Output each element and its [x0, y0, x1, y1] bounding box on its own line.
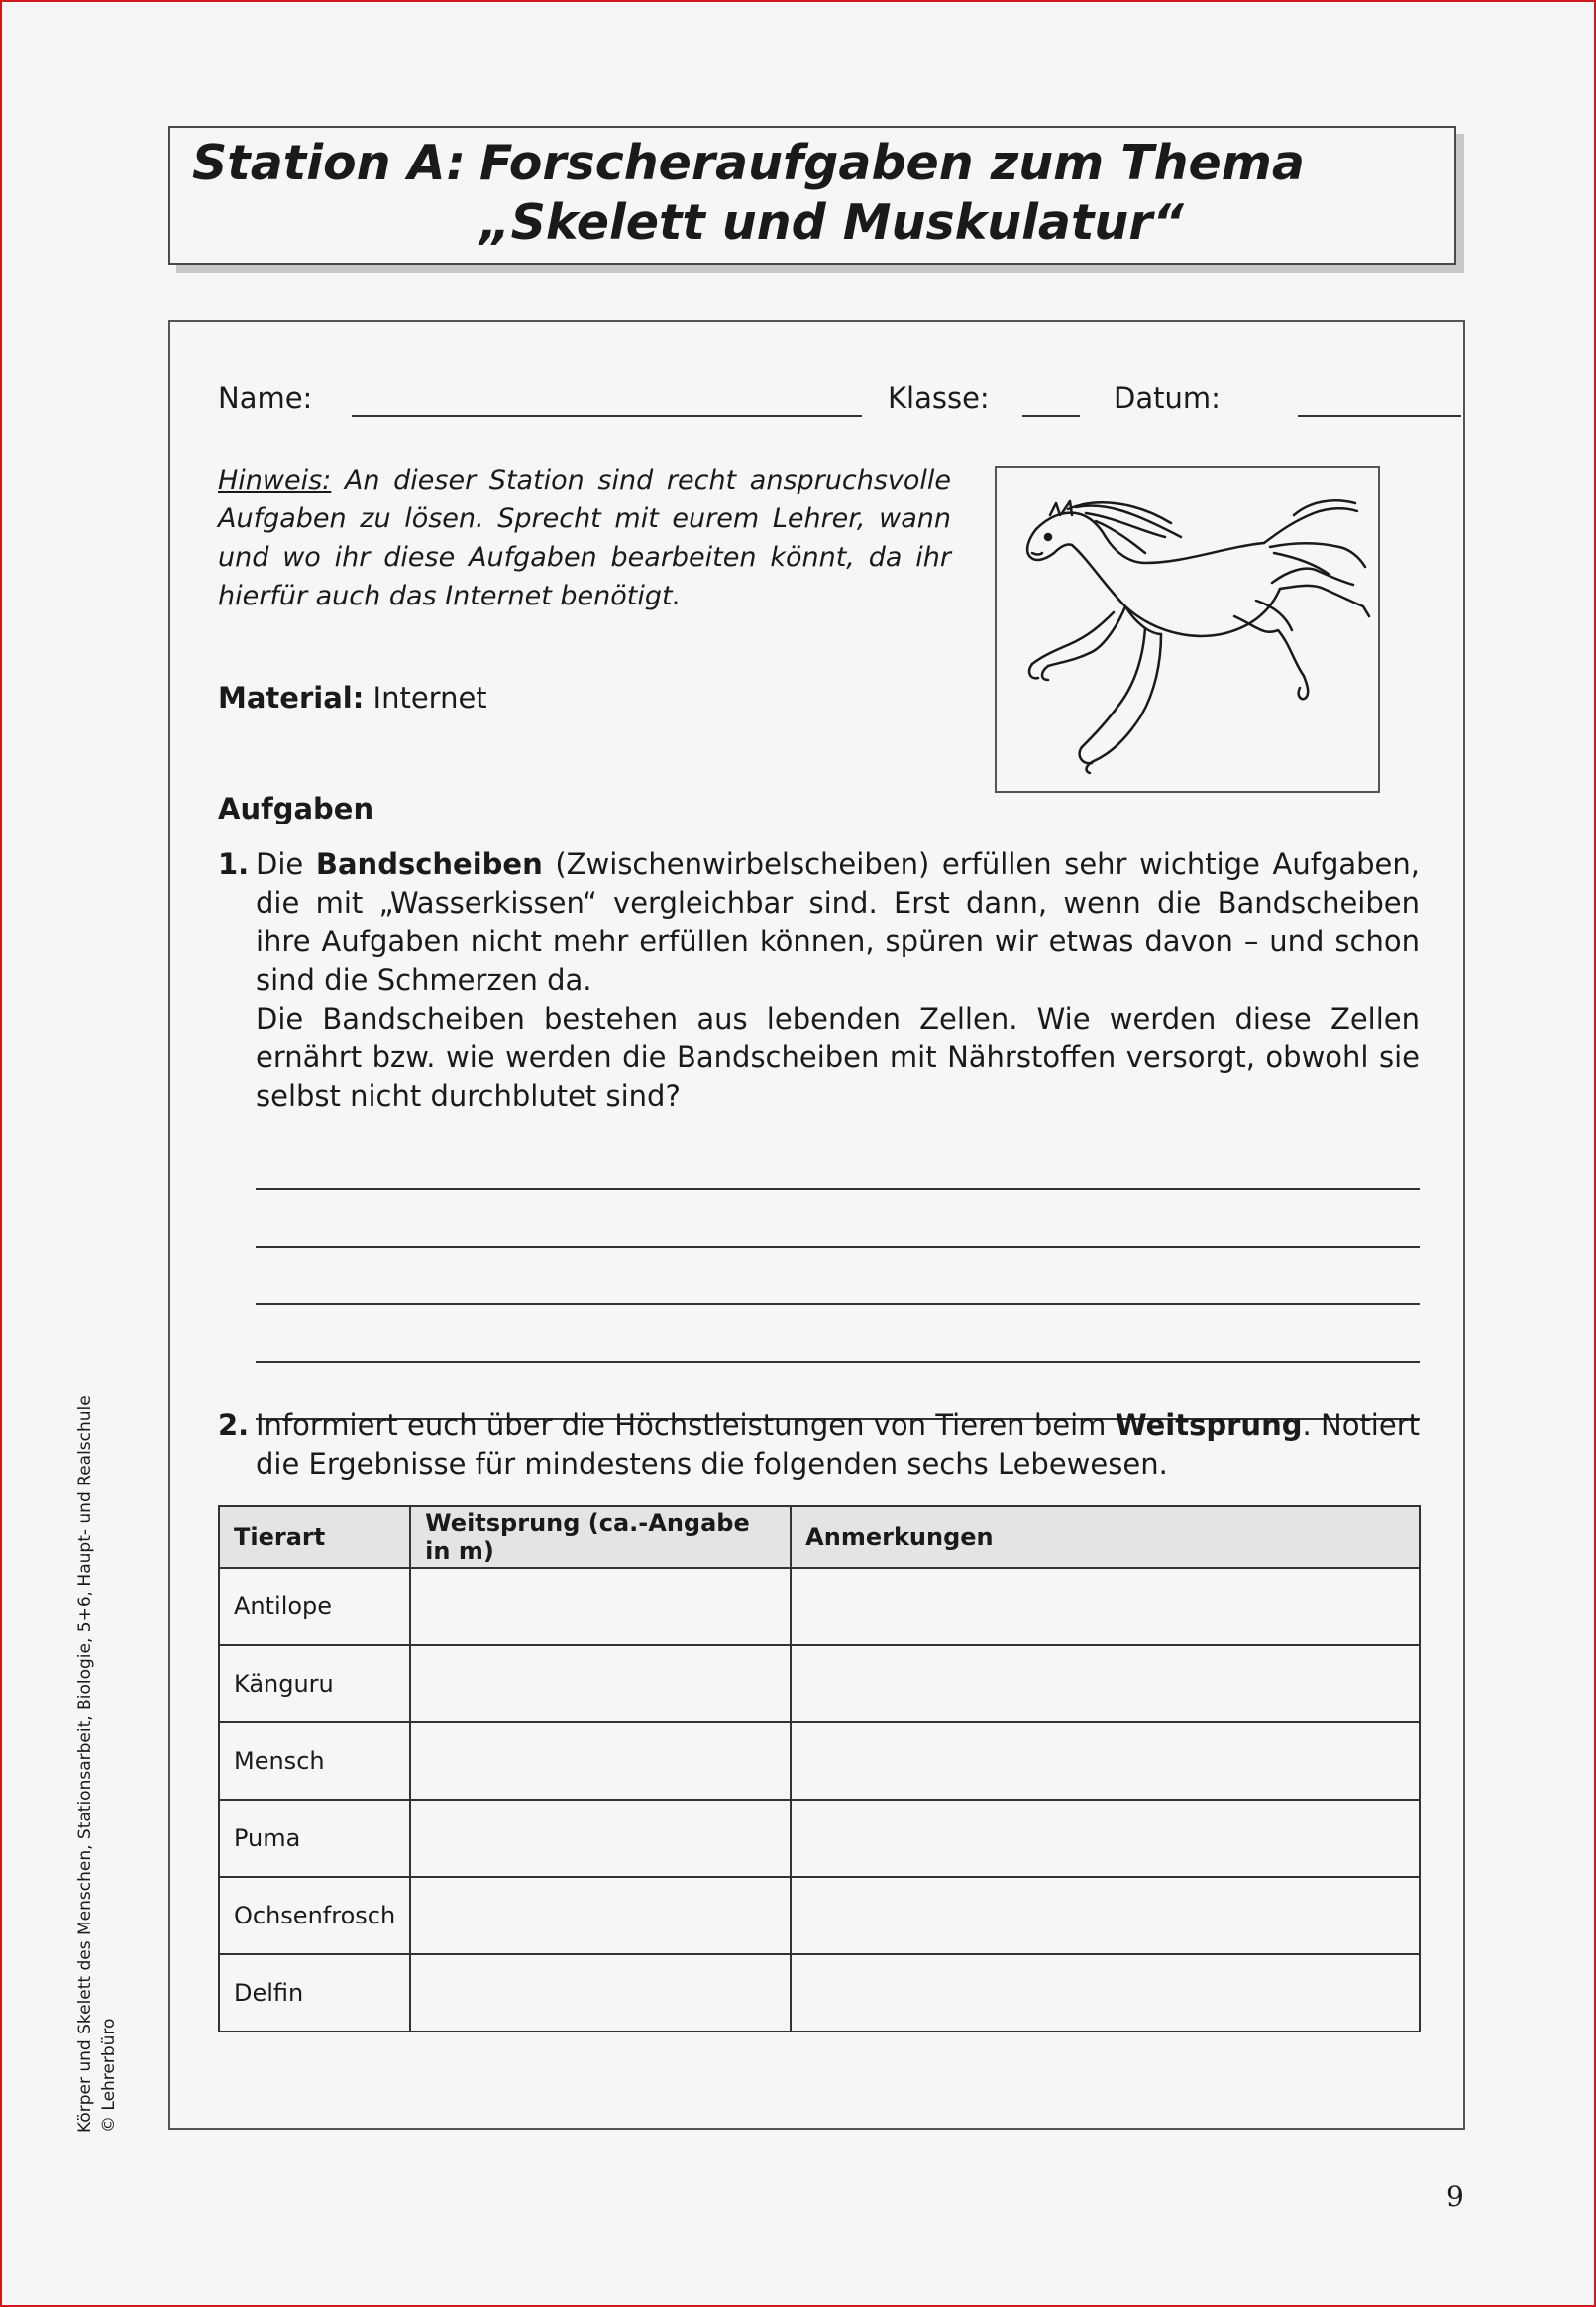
weitsprung-table — [218, 1505, 1421, 2032]
animal-cell: Delfin — [219, 1954, 410, 2032]
klasse-label: Klasse: — [888, 382, 990, 415]
datum-label: Datum: — [1114, 382, 1221, 415]
task-1 — [218, 845, 1420, 1116]
header-weitsprung: Weitsprung (ca.-Angabe in m) — [410, 1506, 791, 1568]
material-line — [218, 681, 487, 714]
jumping-horse-icon — [997, 468, 1378, 791]
answer-line[interactable] — [256, 1135, 1420, 1190]
main-content-box — [168, 320, 1465, 2130]
weitsprung-cell[interactable] — [410, 1645, 791, 1722]
anmerkungen-cell[interactable] — [791, 1568, 1420, 1645]
name-input-line[interactable] — [352, 415, 862, 417]
task-1-text-c: Die Bandscheiben bestehen aus lebenden Zellen. Wie werden diese Zellen ernährt bzw. wie werden die Bandscheiben mit Nährstoffen versorgt, obwohl sie selbst nicht durchblutet sind? — [256, 1002, 1420, 1113]
table-row — [219, 1568, 1420, 1645]
anmerkungen-cell[interactable] — [791, 1877, 1420, 1954]
page-number: 9 — [1446, 2180, 1464, 2213]
weitsprung-cell[interactable] — [410, 1954, 791, 2032]
weitsprung-cell[interactable] — [410, 1877, 791, 1954]
student-info-row — [218, 382, 1436, 421]
title-prefix: Station A: — [192, 135, 467, 191]
side-note-line-2: © Lehrerbüro — [99, 2018, 119, 2133]
datum-input-line[interactable] — [1298, 415, 1461, 417]
answer-line[interactable] — [256, 1192, 1420, 1248]
task-1-text-b: (Zwischenwirbelscheiben) erfüllen sehr wichtige Aufgaben, die mit „Wasserkissen“ vergleichbar sind. Erst dann, wenn die Bandscheiben ihre Aufgaben nicht mehr erfüllen können, spüren wir etwas davon – und schon sind die Schmerzen da. — [256, 847, 1420, 997]
task-1-text-a: Die — [256, 847, 316, 881]
answer-line[interactable] — [256, 1250, 1420, 1305]
table-row — [219, 1645, 1420, 1722]
task-2-number: 2. — [218, 1408, 250, 1442]
material-label: Material: — [218, 681, 365, 714]
hint-label: Hinweis: — [218, 465, 332, 495]
page-title — [192, 134, 1470, 253]
anmerkungen-cell[interactable] — [791, 1800, 1420, 1877]
table-row — [219, 1954, 1420, 2032]
task-1-text — [256, 845, 1420, 1116]
weitsprung-cell[interactable] — [410, 1568, 791, 1645]
name-label: Name: — [218, 382, 313, 415]
task-1-answer-lines — [256, 1135, 1420, 1422]
material-value: Internet — [364, 681, 487, 714]
hint-paragraph — [218, 461, 951, 615]
task-2 — [218, 1406, 1420, 1483]
aufgaben-heading: Aufgaben — [218, 792, 374, 825]
title-box — [168, 126, 1456, 265]
copyright-side-note — [73, 1395, 121, 2133]
title-text: Forscheraufgaben zum Thema „Skelett und Muskulatur“ — [479, 135, 1305, 251]
table-header-row — [219, 1506, 1420, 1568]
table-row — [219, 1722, 1420, 1800]
animal-cell: Antilope — [219, 1568, 410, 1645]
answer-line[interactable] — [256, 1307, 1420, 1363]
task-1-number: 1. — [218, 847, 250, 881]
anmerkungen-cell[interactable] — [791, 1722, 1420, 1800]
table-row — [219, 1800, 1420, 1877]
weitsprung-cell[interactable] — [410, 1800, 791, 1877]
task-2-text-a: Informiert euch über die Höchstleistungen von Tieren beim — [256, 1408, 1116, 1442]
klasse-input-line[interactable] — [1022, 415, 1080, 417]
task-2-text-b: . Notiert die Ergebnisse für mindestens die folgenden sechs Lebewesen. — [256, 1408, 1421, 1481]
task-2-bold: Weitsprung — [1115, 1408, 1303, 1442]
anmerkungen-cell[interactable] — [791, 1645, 1420, 1722]
task-2-text — [256, 1406, 1420, 1483]
animal-cell: Puma — [219, 1800, 410, 1877]
hint-text: An dieser Station sind recht anspruchsvolle Aufgaben zu lösen. Sprecht mit eurem Lehrer, wann und wo ihr diese Aufgaben bearbeiten könnt, da ihr hierfür auch das Internet benötigt. — [218, 465, 951, 611]
side-note-line-1: Körper und Skelett des Menschen, Stationsarbeit, Biologie, 5+6, Haupt- und Realschule — [75, 1395, 95, 2133]
horse-illustration-frame — [995, 466, 1380, 793]
header-anmerkungen: Anmerkungen — [791, 1506, 1420, 1568]
animal-cell: Ochsenfrosch — [219, 1877, 410, 1954]
task-1-bold: Bandscheiben — [315, 847, 543, 881]
table-row — [219, 1877, 1420, 1954]
animal-cell: Känguru — [219, 1645, 410, 1722]
weitsprung-cell[interactable] — [410, 1722, 791, 1800]
anmerkungen-cell[interactable] — [791, 1954, 1420, 2032]
animal-cell: Mensch — [219, 1722, 410, 1800]
header-tierart: Tierart — [219, 1506, 410, 1568]
